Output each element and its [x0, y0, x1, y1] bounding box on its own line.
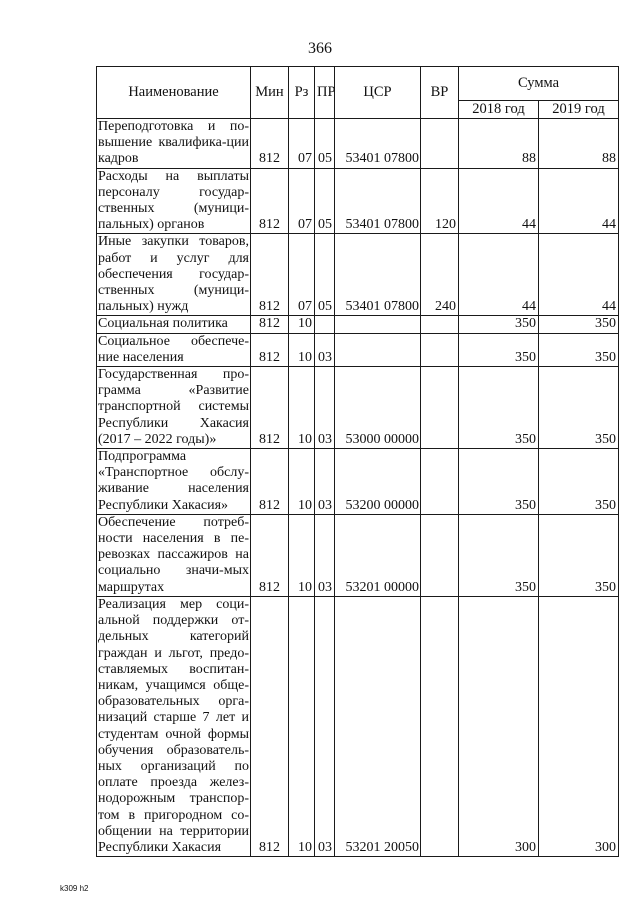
cell-y2019: 350 — [539, 449, 619, 515]
cell-vr — [421, 119, 459, 169]
cell-vr: 240 — [421, 234, 459, 316]
table-row — [97, 119, 619, 169]
cell-name: Переподготовка и по-вышение квалифика-ции кадров — [98, 119, 249, 167]
table-body — [97, 119, 619, 857]
cell-name: Реализация мер соци-альной поддержки от-дельных категорий граждан и льгот, предо-ставляемых воспитан-никам, учащимся обще-образовательных орга-низаций старше 7 лет и студентам очной формы обучения образователь-ных организаций по оплате проезда желез-нодорожным транспор-том в пригородном со-общении на территории Республики Хакасия — [98, 596, 249, 855]
cell-pr: 05 — [315, 168, 335, 234]
cell-rz: 10 — [289, 596, 315, 856]
budget-table — [96, 66, 619, 857]
cell-y2018: 300 — [459, 596, 539, 856]
table-row — [97, 333, 619, 366]
cell-y2019: 44 — [539, 168, 619, 234]
header-min: Мин — [251, 67, 289, 119]
header-rz: Рз — [289, 67, 315, 119]
cell-y2019: 350 — [539, 367, 619, 449]
table-row — [97, 514, 619, 596]
cell-rz: 10 — [289, 333, 315, 366]
cell-min: 812 — [251, 596, 289, 856]
cell-vr — [421, 367, 459, 449]
cell-y2019: 350 — [539, 333, 619, 366]
cell-vr — [421, 514, 459, 596]
cell-y2018: 44 — [459, 168, 539, 234]
cell-vr: 120 — [421, 168, 459, 234]
cell-csr: 53000 00000 — [335, 367, 421, 449]
header-csr: ЦСР — [335, 67, 421, 119]
cell-y2018: 350 — [459, 333, 539, 366]
cell-csr: 53401 07800 — [335, 168, 421, 234]
header-sum: Сумма — [459, 67, 619, 101]
page-number: 366 — [308, 40, 332, 57]
cell-name: Социальное обеспече-ние населения — [98, 333, 249, 365]
cell-vr — [421, 596, 459, 856]
cell-y2018: 350 — [459, 514, 539, 596]
cell-csr: 53401 07800 — [335, 234, 421, 316]
cell-name: Государственная про-грамма «Развитие транспортной системы Республики Хакасия (2017 – 2022 годы)» — [98, 367, 249, 447]
cell-y2018: 44 — [459, 234, 539, 316]
cell-pr: 05 — [315, 119, 335, 169]
cell-min: 812 — [251, 234, 289, 316]
cell-min: 812 — [251, 367, 289, 449]
cell-rz: 07 — [289, 168, 315, 234]
cell-y2019: 350 — [539, 316, 619, 333]
cell-rz: 07 — [289, 119, 315, 169]
cell-y2018: 350 — [459, 367, 539, 449]
cell-csr: 53201 20050 — [335, 596, 421, 856]
cell-y2019: 44 — [539, 234, 619, 316]
cell-pr: 03 — [315, 514, 335, 596]
header-2019: 2019 год — [539, 101, 619, 119]
cell-min: 812 — [251, 168, 289, 234]
cell-vr — [421, 333, 459, 366]
table-row — [97, 234, 619, 316]
cell-pr: 03 — [315, 367, 335, 449]
cell-rz: 10 — [289, 514, 315, 596]
cell-y2018: 350 — [459, 316, 539, 333]
cell-rz: 07 — [289, 234, 315, 316]
cell-min: 812 — [251, 514, 289, 596]
cell-y2019: 300 — [539, 596, 619, 856]
cell-min: 812 — [251, 316, 289, 333]
table-row — [97, 596, 619, 856]
cell-y2019: 88 — [539, 119, 619, 169]
cell-pr: 03 — [315, 333, 335, 366]
table-row — [97, 367, 619, 449]
cell-name: Подпрограмма «Транспортное обслу-живание населения Республики Хакасия» — [98, 449, 249, 513]
cell-pr: 03 — [315, 596, 335, 856]
header-2018: 2018 год — [459, 101, 539, 119]
cell-y2018: 88 — [459, 119, 539, 169]
table-row — [97, 316, 619, 333]
cell-csr: 53401 07800 — [335, 119, 421, 169]
cell-vr — [421, 316, 459, 333]
cell-name: Иные закупки товаров, работ и услуг для обеспечения государ-ственных (муници-пальных) нужд — [98, 234, 249, 315]
cell-rz: 10 — [289, 316, 315, 333]
cell-pr — [315, 316, 335, 333]
cell-csr — [335, 333, 421, 366]
table-row — [97, 449, 619, 515]
header-pr: ПР — [315, 67, 335, 119]
cell-name: Расходы на выплаты персоналу государ-ственных (муници-пальных) органов — [98, 168, 249, 233]
cell-y2018: 350 — [459, 449, 539, 515]
cell-min: 812 — [251, 333, 289, 366]
header-vr: ВР — [421, 67, 459, 119]
cell-rz: 10 — [289, 367, 315, 449]
cell-min: 812 — [251, 119, 289, 169]
cell-y2019: 350 — [539, 514, 619, 596]
cell-name: Обеспечение потреб-ности населения в пе-ревозках пассажиров на социально значи-мых маршрутах — [98, 514, 249, 595]
cell-csr — [335, 316, 421, 333]
header-row — [97, 67, 619, 101]
cell-name: Социальная политика — [97, 316, 251, 333]
cell-pr: 05 — [315, 234, 335, 316]
cell-min: 812 — [251, 449, 289, 515]
table-row — [97, 168, 619, 234]
cell-csr: 53201 00000 — [335, 514, 421, 596]
header-name: Наименование — [97, 67, 251, 119]
footer-code: k309 h2 — [60, 884, 89, 893]
cell-csr: 53200 00000 — [335, 449, 421, 515]
cell-vr — [421, 449, 459, 515]
cell-pr: 03 — [315, 449, 335, 515]
cell-rz: 10 — [289, 449, 315, 515]
